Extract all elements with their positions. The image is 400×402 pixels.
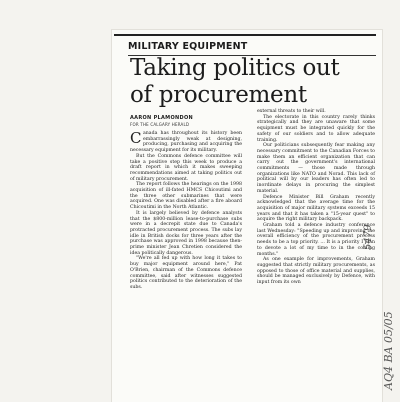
handwritten-note: 5479: [363, 224, 374, 250]
handwritten-date-note: AQ4 BA 05/05: [382, 311, 395, 390]
drop-cap: C: [130, 129, 142, 147]
article-column-1: [130, 131, 242, 291]
paragraph: Our politicians subsequently fear making any necessary commitment to the Canadian Forces to make them an efficient organization that can carry out the government's international commitments — those made through organizations like NATO and Norad. This lack of political will by our leaders has often led to inordinate delays in procuring the simplest material.: [257, 143, 375, 194]
paragraph: As one example for improvements, Graham suggested that strictly military procurements, as opposed to those of office material and supplies, should be managed exclusively by Defence, with input from its own: [257, 257, 375, 286]
article-column-2: [257, 109, 375, 286]
paragraph: It is largely believed by defence analysts that the $800-million lease-to-purchase subs were in a decrepit state due to Canada's protracted procurement process. The subs lay idle in British docks for three years after the purchase was approved in 1998 because then-prime minister Jean Chretien considered the idea politically dangerous.: [130, 210, 242, 256]
paragraph: The report follows the hearings on the 1998 acquisition of ill-fated HMCS Chicoutimi and the three other submarines that were acquired. One was disabled after a fire aboard Chicoutimi in the North Atlantic.: [130, 182, 242, 211]
paragraph: The electorate in this country rarely thinks strategically and they are unaware that some equipment must be integrated quickly for the safety of our soldiers and to allow adequate training.: [257, 114, 375, 143]
section-label: MILITARY EQUIPMENT: [128, 41, 248, 52]
top-rule: [114, 34, 376, 36]
paragraph: Graham told a defence industry conference last Wednesday: "Speeding up and improving the overall efficiency of the procurement process needs to be a top priority. ... It is a priority I plan to devote a lot of my time to in the coming months.": [257, 223, 375, 257]
paragraph: Defence Minister Bill Graham recently acknowledged that the average time for the acquisition of major military systems exceeds 15 years and that it has taken a "15-year quest" to acquire the right military backpack.: [257, 194, 375, 223]
byline: AARON PLAMONDON: [130, 115, 193, 121]
headline-line-2: of procurement: [130, 82, 307, 108]
headline: [130, 55, 370, 109]
byline-credit: FOR THE CALGARY HERALD: [130, 122, 190, 127]
paragraph: external threats to their will.: [257, 109, 326, 114]
paragraph: Canada has throughout its history been embarrassingly weak at designing, producing, purchasing and acquiring the necessary equipment for its military.: [130, 129, 242, 154]
paragraph: But the Commons defence committee will take a positive step this week to produce a draft report in which it makes sweeping recommendations aimed at taking politics out of military procurement.: [130, 153, 242, 182]
headline-line-1: Taking politics out: [130, 55, 340, 81]
paragraph: "We're all fed up with how long it takes to buy major equipment around here," Pat O'Brien, chairman of the Commons defence committee, said after witnesses suggested politics contributed to the deterioration of the subs.: [130, 256, 242, 290]
